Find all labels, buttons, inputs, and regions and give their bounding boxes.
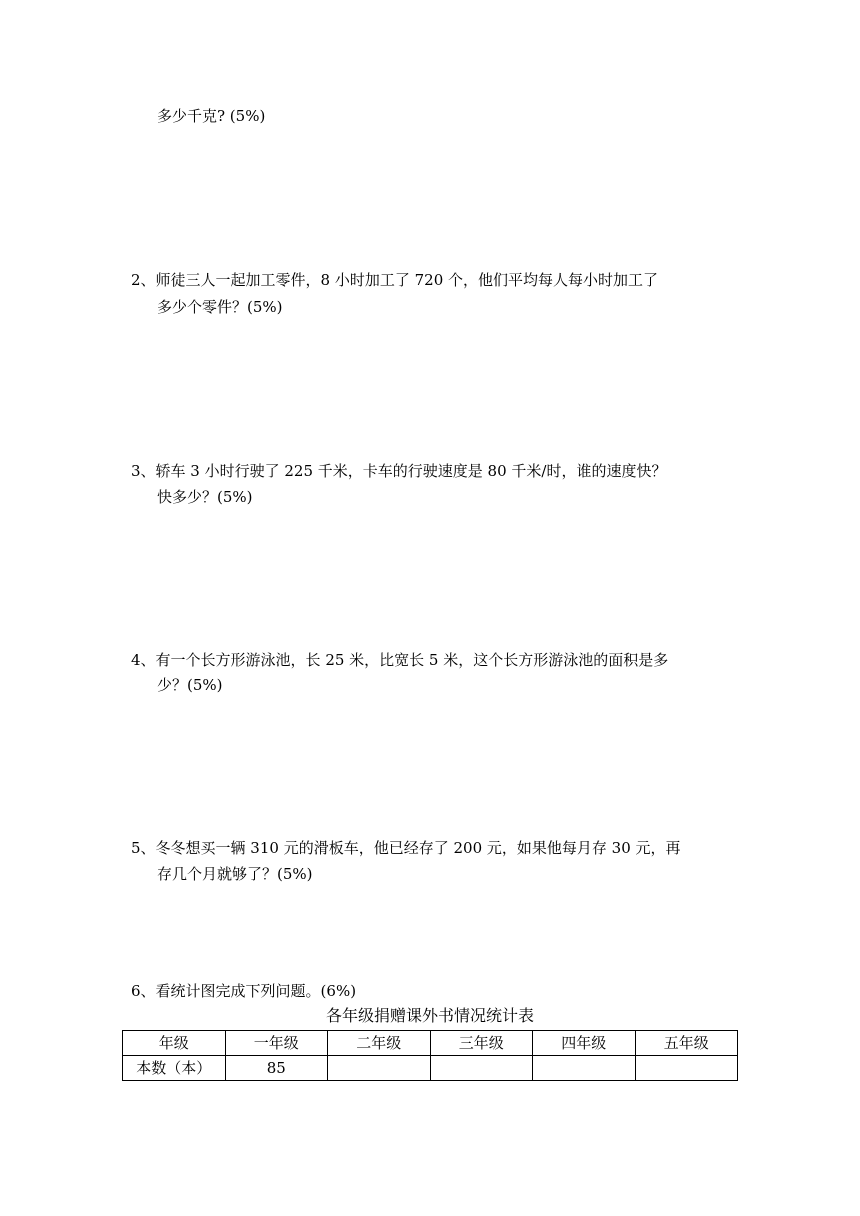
problem-5-line-2: 存几个月就够了？(5%) [157, 865, 313, 883]
problem-4-line-1: 4、有一个长方形游泳池，长 25 米，比宽长 5 米，这个长方形游泳池的面积是多 [131, 651, 669, 669]
problem-5-line-1: 5、冬冬想买一辆 310 元的滑板车，他已经存了 200 元，如果他每月存 30 元，再 [131, 839, 681, 857]
table-cell-blank[interactable] [635, 1056, 738, 1081]
problem-3-line-1: 3、轿车 3 小时行驶了 225 千米，卡车的行驶速度是 80 千米/时，谁的速度快？ [131, 462, 667, 480]
table-title: 各年级捐赠课外书情况统计表 [325, 1006, 534, 1025]
table-cell: 85 [225, 1056, 328, 1081]
table-header-cell: 四年级 [533, 1031, 636, 1056]
table-header-cell: 一年级 [225, 1031, 328, 1056]
table-cell-blank[interactable] [328, 1056, 431, 1081]
table-header-cell: 二年级 [328, 1031, 431, 1056]
problem-6-line-1: 6、看统计图完成下列问题。(6%) [131, 982, 357, 1000]
table-row-label: 本数（本） [123, 1056, 226, 1081]
problem-1-continuation: 多少千克? (5%) [157, 107, 266, 125]
table-header-cell: 年级 [123, 1031, 226, 1056]
table-header-row [123, 1031, 738, 1056]
table-header-cell: 三年级 [430, 1031, 533, 1056]
problem-2-line-2: 多少个零件？(5%) [157, 298, 283, 316]
problem-2-line-1: 2、师徒三人一起加工零件，8 小时加工了 720 个，他们平均每人每小时加工了 [131, 271, 659, 289]
table-header-cell: 五年级 [635, 1031, 738, 1056]
problem-3-line-2: 快多少？(5%) [157, 488, 253, 506]
problem-4-line-2: 少？(5%) [157, 676, 223, 694]
table-row [123, 1056, 738, 1081]
table-cell-blank[interactable] [430, 1056, 533, 1081]
book-donation-table [122, 1030, 738, 1081]
table-cell-blank[interactable] [533, 1056, 636, 1081]
